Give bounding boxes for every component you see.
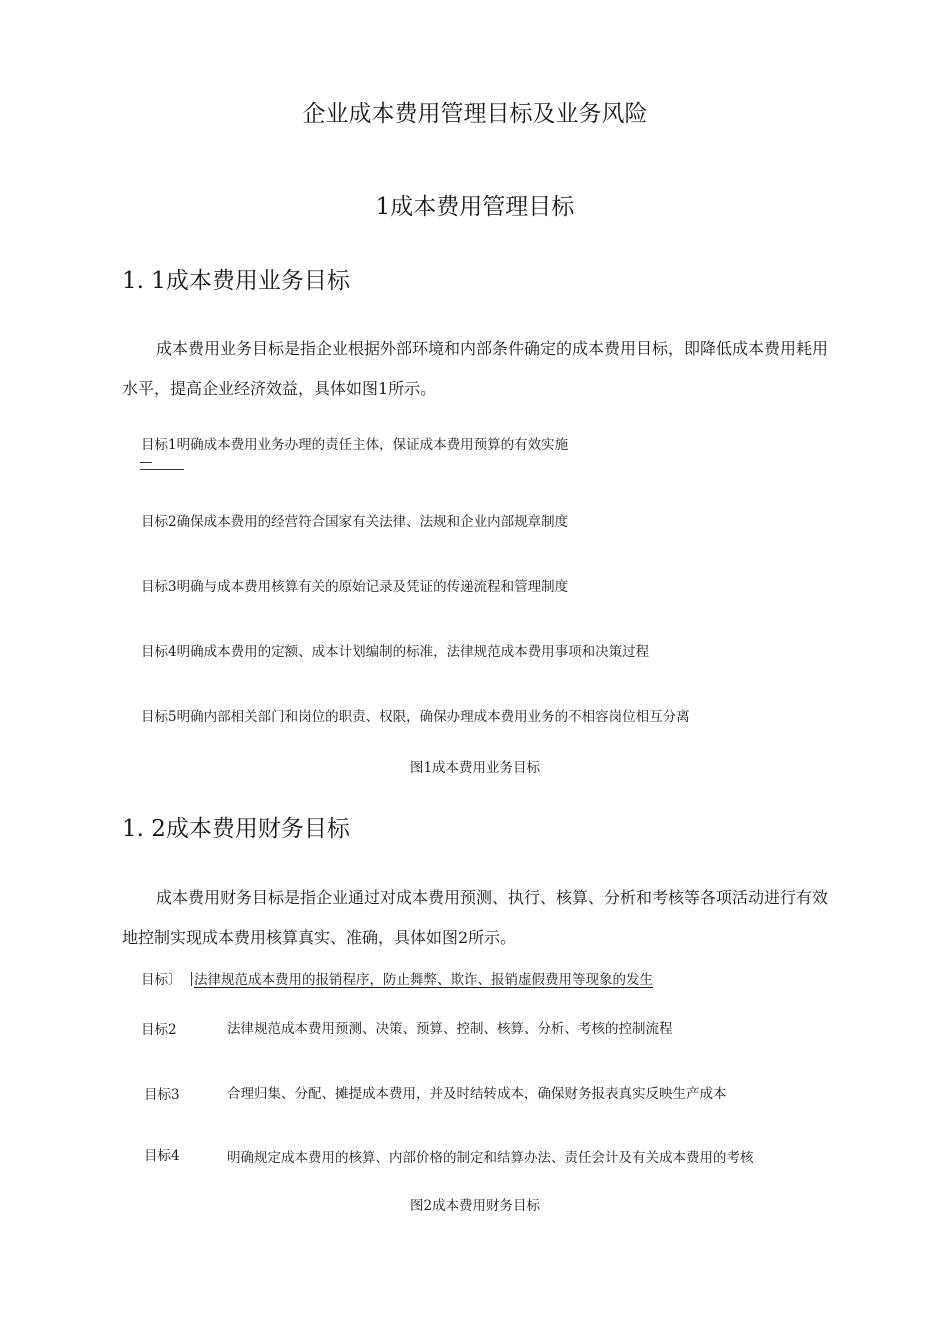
chapter-title: 1成本费用管理目标: [375, 194, 575, 220]
business-goal-2: 目标2确保成本费用的经营符合国家有关法律、法规和企业内部规章制度: [141, 514, 569, 530]
diagram-connector-line: [140, 469, 184, 471]
business-goal-3: 目标3明确与成本费用核算有关的原始记录及凭证的传递流程和管理制度: [141, 579, 569, 595]
section-heading-1-1: 1. 1成本费用业务目标: [122, 268, 350, 294]
financial-goal-2-label: 目标2: [141, 1022, 177, 1038]
financial-goal-4-label: 目标4: [144, 1148, 180, 1164]
business-goal-5: 目标5明确内部相关部门和岗位的职责、权限，确保办理成本费用业务的不相容岗位相互分离: [141, 709, 690, 725]
financial-goal-1-text-content: 法律规范成本费用的报销程序，防止舞弊、欺诈、报销虚假费用等现象的发生: [194, 972, 653, 988]
financial-goal-2-text: 法律规范成本费用预测、决策、预算、控制、核算、分析、考核的控制流程: [227, 1021, 673, 1037]
financial-goal-1-label: 目标〕: [141, 972, 182, 988]
financial-goal-3-label: 目标3: [144, 1087, 180, 1103]
section-1-2-paragraph: 成本费用财务目标是指企业通过对成本费用预测、执行、核算、分析和考核等各项活动进行有效地控制实现成本费用核算真实、准确，具体如图2所示。: [122, 888, 829, 947]
section-heading-1-2: 1. 2成本费用财务目标: [122, 816, 350, 842]
financial-goal-4-text: 明确规定成本费用的核算、内部价格的制定和结算办法、责任会计及有关成本费用的考核: [227, 1150, 754, 1166]
diagram-connector-line: [140, 462, 152, 464]
financial-goal-3-text: 合理归集、分配、摊提成本费用，并及时结转成本，确保财务报表真实反映生产成本: [227, 1086, 727, 1102]
financial-goal-1-text: [191, 970, 653, 990]
diagram-bracket-mark: [191, 972, 192, 986]
section-1-1-paragraph: 成本费用业务目标是指企业根据外部环境和内部条件确定的成本费用目标，即降低成本费用耗用水平，提高企业经济效益，具体如图1所示。: [122, 339, 829, 398]
figure-2-caption: 图2成本费用财务目标: [409, 1198, 541, 1214]
document-title: 企业成本费用管理目标及业务风险: [302, 101, 648, 127]
business-goal-4: 目标4明确成本费用的定额、成本计划编制的标准，法律规范成本费用事项和决策过程: [141, 644, 650, 660]
business-goal-1: 目标1明确成本费用业务办理的责任主体，保证成本费用预算的有效实施: [141, 437, 569, 453]
figure-1-caption: 图1成本费用业务目标: [409, 760, 541, 776]
